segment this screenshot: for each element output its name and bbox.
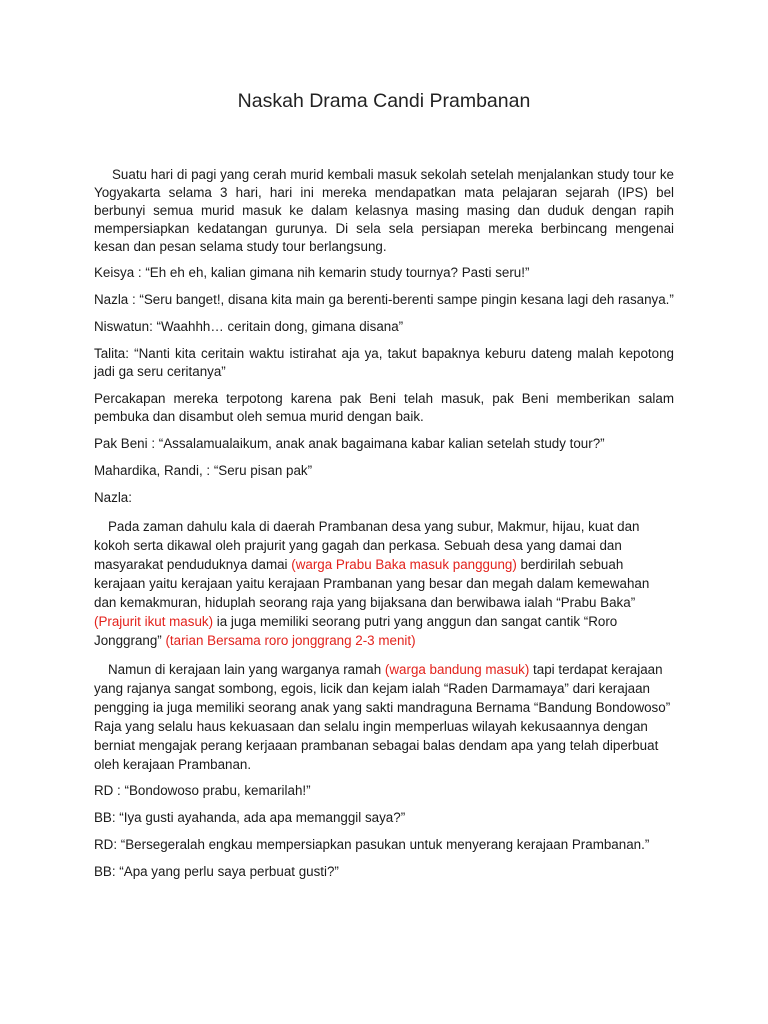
dialog-line: Mahardika, Randi, : “Seru pisan pak”	[94, 463, 313, 478]
stage-direction: (Prajurit ikut masuk)	[94, 614, 214, 629]
document-title: Naskah Drama Candi Prambanan	[237, 90, 531, 112]
stage-direction: (warga bandung masuk)	[384, 662, 530, 677]
dialog-line: Talita: “Nanti kita ceritain waktu istirahat aja ya, takut bapaknya keburu dateng malah kepotong jadi ga seru ceritanya”	[94, 346, 674, 379]
story-text: ia juga memiliki seorang putri yang anggun dan sangat cantik “Roro Jonggrang”	[94, 614, 618, 648]
dialog-line: RD : “Bondowoso prabu, kemarilah!”	[94, 783, 311, 798]
stage-direction: (tarian Bersama roro jonggrang 2-3 menit)	[165, 633, 416, 648]
dialog-line: BB: “Apa yang perlu saya perbuat gusti?”	[94, 864, 339, 879]
dialog-line: Nazla:	[94, 490, 132, 505]
intro-paragraph: Suatu hari di pagi yang cerah murid kembali masuk sekolah setelah menjalankan study tour ke Yogyakarta selama 3 hari, hari ini mereka mendapatkan mata pelajaran sejarah (IPS) bel berbunyi semua murid masuk ke dalam kelasnya masing masing dan duduk dengan rapih mempersiapkan kedatangan gurunya. Di sela sela persiapan mereka berbincang mengenai kesan dan pesan selama study tour berlangsung.	[94, 167, 674, 254]
dialog-line: BB: “Iya gusti ayahanda, ada apa memanggil saya?”	[94, 810, 406, 825]
stage-direction: (warga Prabu Baka masuk panggung)	[291, 557, 517, 572]
story-text: Pada zaman dahulu kala di daerah Prambanan desa yang subur, Makmur, hijau, kuat dan kokoh serta dikawal oleh prajurit yang gagah dan perkasa. Sebuah desa yang damai dan masyarakat penduduknya damai	[94, 519, 640, 572]
dialog-line: RD: “Bersegeralah engkau mempersiapkan pasukan untuk menyerang kerajaan Prambanan.”	[94, 837, 650, 852]
dialog-line: Nazla : “Seru banget!, disana kita main ga berenti-berenti sampe pingin kesana lagi deh rasanya.”	[94, 292, 674, 307]
dialog-line: Keisya : “Eh eh eh, kalian gimana nih kemarin study tournya? Pasti seru!”	[94, 265, 530, 280]
story-paragraph-2	[94, 660, 674, 774]
story-text: tapi terdapat kerajaan yang rajanya sangat sombong, egois, licik dan kejam ialah “Raden Darmamaya” dari kerajaan pengging ia juga memiliki seorang anak yang sakti mandraguna Bernama “Bandung Bondowoso” Raja yang selalu haus kekuasaan dan selalu ingin memperluas wilayah kekusaannya dengan berniat mengajak perang kerjaaan prambanan sebagai balas dendam apa yang telah diperbuat oleh kerajaan Prambanan.	[94, 662, 671, 772]
dialog-line: Pak Beni : “Assalamualaikum, anak anak bagaimana kabar kalian setelah study tour?”	[94, 436, 605, 451]
narration-paragraph: Percakapan mereka terpotong karena pak Beni telah masuk, pak Beni memberikan salam pembuka dan disambut oleh semua murid dengan baik.	[94, 391, 674, 424]
story-paragraph-1	[94, 517, 674, 650]
story-text: berdirilah sebuah kerajaan yaitu kerajaan yaitu kerajaan Prambanan yang besar dan megah dalam kemewahan dan kemakmuran, hiduplah seorang raja yang bijaksana dan berwibawa ialah “Prabu Baka”	[94, 557, 650, 610]
dialog-line: Niswatun: “Waahhh… ceritain dong, gimana disana”	[94, 319, 404, 334]
story-text: Namun di kerajaan lain yang warganya ramah	[108, 662, 385, 677]
